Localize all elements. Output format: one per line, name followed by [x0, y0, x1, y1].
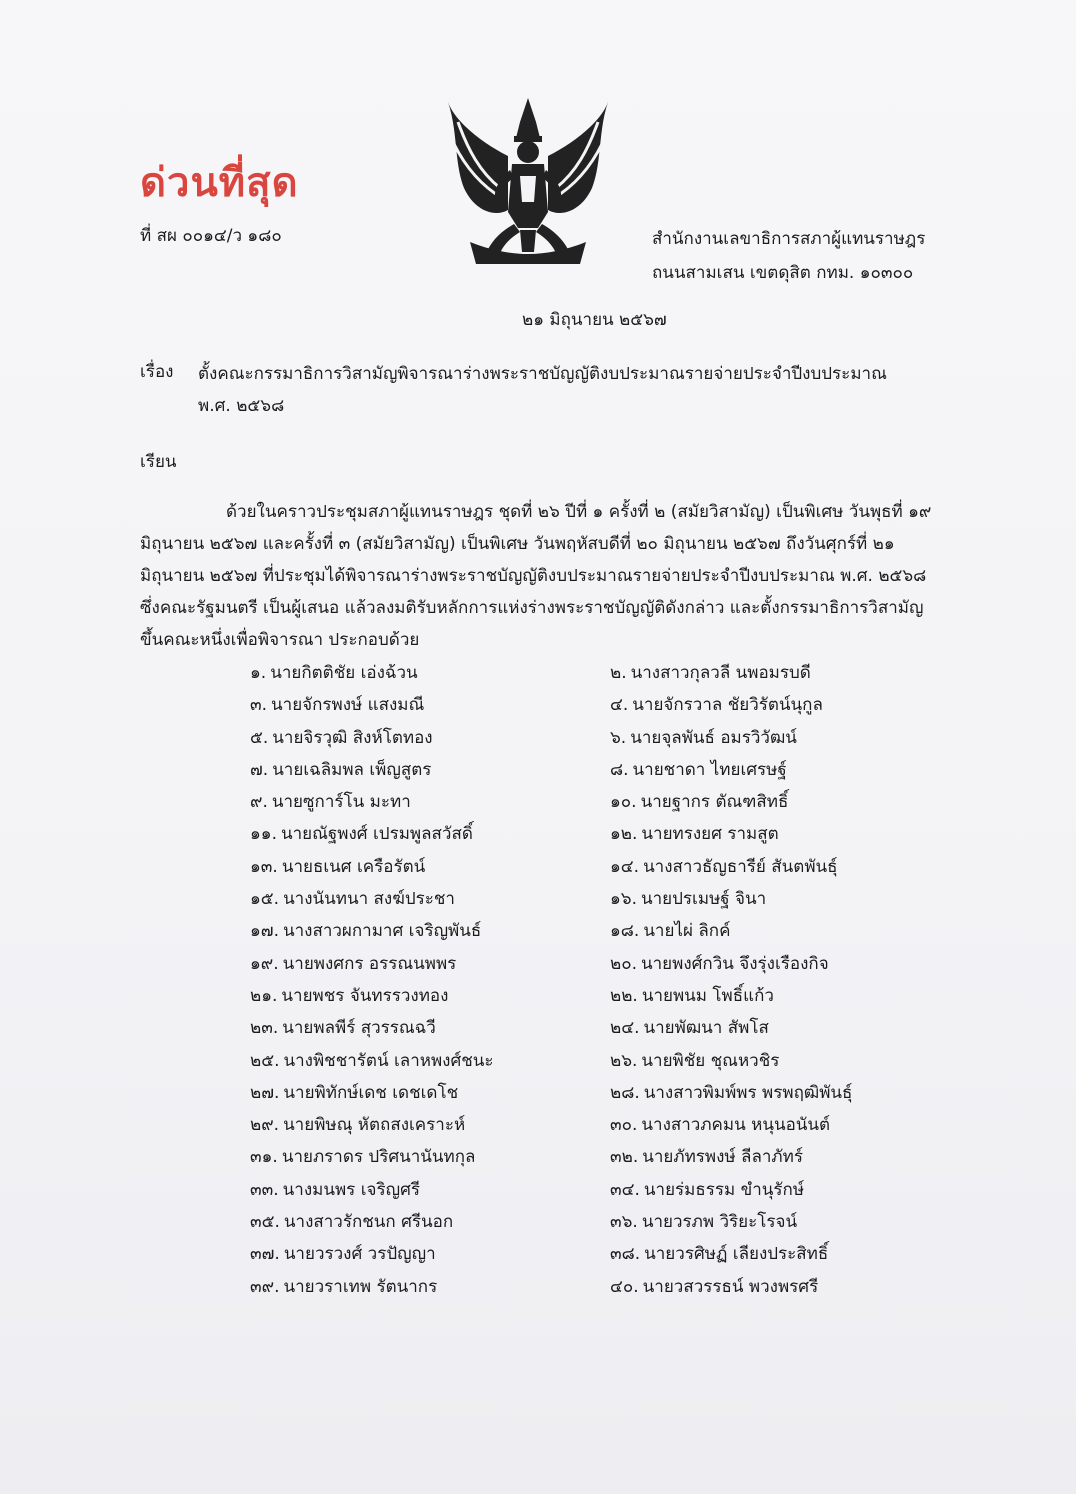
member-name: นายฐากร ตัณฑสิทธิ์: [640, 792, 789, 813]
list-item: [540, 1272, 940, 1304]
member-name: นายเฉลิมพล เพ็ญสูตร: [272, 759, 432, 780]
list-item: [540, 1239, 940, 1271]
member-number: ๔๐.: [610, 1276, 639, 1297]
member-name: นางสาวพิมพ์พร พรพฤฒิพันธุ์: [643, 1082, 853, 1103]
organization-street: ถนนสามเสน เขตดุสิต กทม. ๑๐๓๐๐: [652, 263, 914, 283]
member-number: ๓.: [250, 695, 268, 716]
garuda-emblem-icon: [440, 92, 616, 268]
member-name: นายวรวงศ์ วรปัญญา: [283, 1244, 436, 1265]
list-item: [540, 819, 940, 851]
list-item: [540, 1142, 940, 1174]
list-item: [540, 884, 940, 916]
member-name: นายทรงยศ รามสูต: [641, 824, 779, 845]
member-number: ๑๙.: [250, 953, 279, 974]
list-item: [140, 949, 540, 981]
list-item: [140, 1175, 540, 1207]
list-item: [140, 1207, 540, 1239]
member-number: ๑๐.: [610, 792, 637, 813]
member-number: ๑๓.: [250, 856, 278, 877]
member-number: ๓๓.: [250, 1179, 279, 1200]
list-item: [540, 787, 940, 819]
member-number: ๓๘.: [610, 1244, 641, 1265]
member-name: นายภัทรพงษ์ ลีลาภัทร์: [642, 1147, 803, 1168]
member-name: นายพชร จันทรรวงทอง: [281, 985, 449, 1006]
member-number: ๓๒.: [610, 1147, 639, 1168]
list-item: [140, 852, 540, 884]
member-number: ๑๘.: [610, 921, 640, 942]
list-item: [140, 981, 540, 1013]
list-item: [540, 916, 940, 948]
subject-label: เรื่อง: [140, 362, 174, 382]
member-number: ๙.: [250, 792, 268, 813]
body-paragraph-text: ด้วยในคราวประชุมสภาผู้แทนราษฎร ชุดที่ ๒๖ ปีที่ ๑ ครั้งที่ ๒ (สมัยวิสามัญ) เป็นพิเศษ วันพุธที่ ๑๙ มิถุนายน ๒๕๖๗ และครั้งที่ ๓ (สมัยวิสามัญ) เป็นพิเศษ วันพฤหัสบดีที่ ๒๐ มิถุนายน ๒๕๖๗ ถึงวันศุกร์ที่ ๒๑ มิถุนายน ๒๕๖๗ ที่ประชุมได้พิจารณาร่างพระราชบัญญัติงบประมาณรายจ่ายประจำปีงบประมาณ พ.ศ. ๒๕๖๘ ซึ่งคณะรัฐมนตรี เป็นผู้เสนอ แล้วลงมติรับหลักการแห่งร่างพระราชบัญญัติดังกล่าว และตั้งกรรมาธิการวิสามัญขึ้นคณะหนึ่งเพื่อพิจารณา ประกอบด้วย: [140, 502, 932, 650]
list-item: [140, 690, 540, 722]
member-number: ๒.: [610, 663, 627, 683]
list-item: [540, 755, 940, 787]
member-name: นายวรศิษฏ์ เลียงประสิทธิ์: [644, 1244, 829, 1265]
list-item: [540, 1046, 940, 1078]
list-item: [540, 723, 940, 755]
member-name: นายวสวรรธน์ พวงพรศรี: [642, 1276, 819, 1297]
list-item: [140, 755, 540, 787]
member-number: ๒๕.: [250, 1050, 280, 1071]
list-item: [540, 658, 940, 690]
member-number: ๑๖.: [610, 889, 637, 910]
member-number: ๕.: [250, 727, 269, 748]
member-name: นายวราเทพ รัตนากร: [283, 1276, 438, 1297]
member-name: นายจักรวาล ชัยวิรัตน์นุกูล: [632, 695, 823, 716]
member-number: ๓๕.: [250, 1212, 280, 1233]
list-item: [140, 884, 540, 916]
list-item: [140, 1239, 540, 1271]
list-item: [140, 1078, 540, 1110]
list-item: [140, 723, 540, 755]
member-name: นายพิชัย ชุณหวชิร: [641, 1050, 780, 1071]
member-name: นายพิษณุ หัตถสงเคราะห์: [283, 1115, 466, 1136]
list-item: [540, 1175, 940, 1207]
list-item: [540, 1013, 940, 1045]
member-number: ๖.: [610, 727, 627, 748]
member-name: นายภราดร ปริศนานันทกุล: [281, 1147, 476, 1168]
member-name: นางนันทนา สงฆ์ประชา: [283, 889, 455, 910]
list-item: [140, 658, 540, 690]
member-name: นายพนม โพธิ์แก้ว: [641, 985, 774, 1006]
committee-member-list: [140, 658, 940, 1304]
member-name: นายไผ่ ลิกค์: [643, 921, 731, 942]
member-name: นายชาดา ไทยเศรษฐ์: [632, 759, 787, 780]
list-item: [540, 852, 940, 884]
list-item: [140, 1013, 540, 1045]
member-name: นายกิตติชัย เอ่งฉ้วน: [270, 663, 418, 683]
subject-text: [198, 358, 958, 422]
member-name: นางสาวรักชนก ศรีนอก: [283, 1212, 454, 1233]
subject-line-1: ตั้งคณะกรรมาธิการวิสามัญพิจารณาร่างพระราชบัญญัติงบประมาณรายจ่ายประจำปีงบประมาณ: [198, 364, 887, 384]
member-number: ๗.: [250, 759, 269, 780]
member-name: นายพงศ์กวิน จึงรุ่งเรืองกิจ: [641, 953, 829, 974]
organization-address: [652, 222, 925, 290]
member-name: นายพิทักษ์เดช เดชเดโช: [283, 1082, 459, 1103]
member-name: นายพัฒนา สัพโส: [643, 1018, 769, 1039]
member-number: ๓๗.: [250, 1244, 280, 1265]
member-name: นางสาวภคมน หนุนอนันต์: [641, 1115, 831, 1136]
list-item: [140, 1142, 540, 1174]
member-name: นายพลพีร์ สุวรรณฉวี: [282, 1018, 436, 1039]
member-name: นายจักรพงษ์ แสงมณี: [271, 695, 425, 716]
list-item: [140, 916, 540, 948]
list-item: [140, 787, 540, 819]
list-item: [540, 1110, 940, 1142]
member-number: ๒๒.: [610, 985, 638, 1006]
member-name: นางมนพร เจริญศรี: [282, 1179, 421, 1200]
member-name: นางสาวกุลวลี นพอมรบดี: [630, 663, 811, 683]
member-number: ๑๕.: [250, 889, 280, 910]
document-date: ๒๑ มิถุนายน ๒๕๖๗: [522, 310, 667, 330]
member-number: ๒๑.: [250, 985, 278, 1006]
salutation: เรียน: [140, 452, 177, 472]
member-number: ๓๙.: [250, 1276, 280, 1297]
list-item: [540, 949, 940, 981]
member-name: นางสาวผกามาศ เจริญพันธ์: [282, 921, 482, 942]
body-paragraph: [140, 496, 940, 656]
list-item: [540, 981, 940, 1013]
subject-line-2: พ.ศ. ๒๕๖๘: [198, 396, 285, 416]
member-number: ๑๒.: [610, 824, 638, 845]
member-number: ๓๔.: [610, 1179, 640, 1200]
member-number: ๓๖.: [610, 1212, 638, 1233]
member-number: ๔.: [610, 695, 629, 716]
member-name: นายร่มธรรม ขำนุรักษ์: [643, 1179, 805, 1200]
member-number: ๑๗.: [250, 921, 279, 942]
list-item: [140, 1110, 540, 1142]
member-number: ๒๖.: [610, 1050, 638, 1071]
member-number: ๒๗.: [250, 1082, 280, 1103]
member-number: ๒๘.: [610, 1082, 640, 1103]
member-number: ๑๑.: [250, 824, 277, 845]
list-item: [140, 1272, 540, 1304]
member-name: นางพิชชารัตน์ เลาหพงศ์ชนะ: [283, 1050, 494, 1071]
member-number: ๓๐.: [610, 1115, 638, 1136]
document-number: ที่ สผ ๐๐๑๔/ว ๑๘๐: [140, 226, 282, 246]
member-number: ๒๙.: [250, 1115, 280, 1136]
member-number: ๒๔.: [610, 1018, 640, 1039]
member-number: ๑.: [250, 663, 267, 683]
member-number: ๒๐.: [610, 953, 637, 974]
organization-name: สำนักงานเลขาธิการสภาผู้แทนราษฎร: [652, 229, 926, 249]
member-name: นายณัฐพงศ์ เปรมพูลสวัสดิ์: [281, 824, 473, 845]
list-item: [140, 1046, 540, 1078]
member-name: นายซูการ์โน มะทา: [271, 792, 411, 813]
urgent-heading: ด่วนที่สุด: [140, 160, 299, 206]
member-name: นายพงศกร อรรณนพพร: [282, 953, 457, 974]
member-number: ๓๑.: [250, 1147, 278, 1168]
list-item: [540, 1207, 940, 1239]
member-number: ๒๓.: [250, 1018, 279, 1039]
member-name: นายวรภพ วิริยะโรจน์: [641, 1212, 798, 1233]
list-item: [540, 690, 940, 722]
member-name: นายธเนศ เครือรัตน์: [281, 856, 426, 877]
member-name: นางสาวธัญธารีย์ สันตพันธุ์: [643, 856, 838, 877]
member-number: ๘.: [610, 759, 629, 780]
list-item: [140, 819, 540, 851]
list-item: [540, 1078, 940, 1110]
member-name: นายปรเมษฐ์ จินา: [641, 889, 767, 910]
member-name: นายจุลพันธ์ อมรวิวัฒน์: [630, 727, 797, 748]
member-number: ๑๔.: [610, 856, 640, 877]
member-name: นายจิรวุฒิ สิงห์โตทอง: [272, 727, 433, 748]
